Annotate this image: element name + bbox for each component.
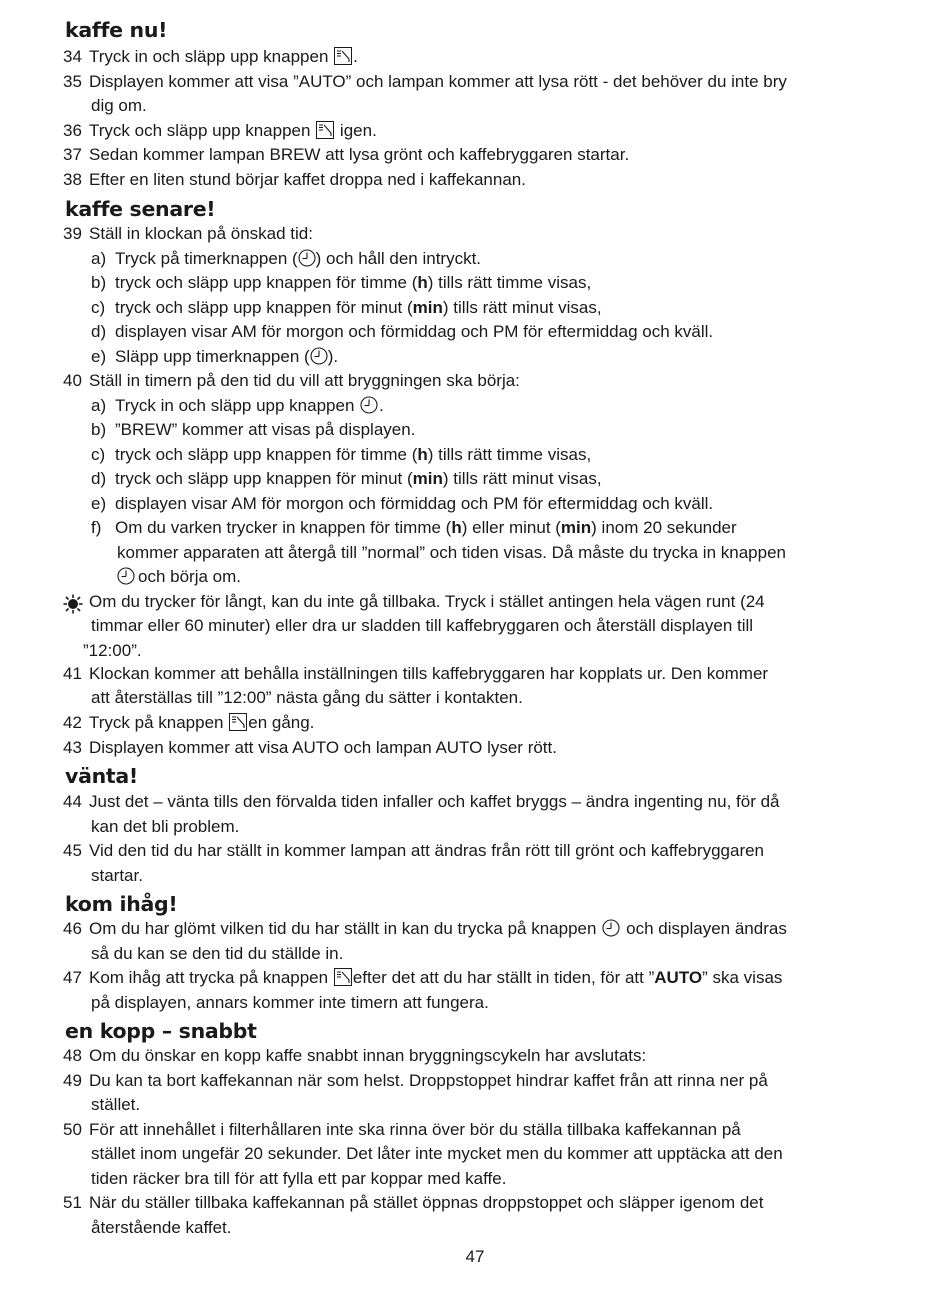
step-text: Om du har glömt vilken tid du har ställt in kan du trycka på knappen <box>89 919 597 938</box>
substep-text-continued-2: och börja om. <box>138 567 241 586</box>
step-number: 51 <box>63 1193 82 1212</box>
auto-program-icon <box>334 968 352 986</box>
step-text: Om du önskar en kopp kaffe snabbt innan bryggningscykeln har avslutats: <box>89 1046 647 1065</box>
step-text-continued: på displayen, annars kommer inte timern att fungera. <box>91 992 489 1012</box>
substep-text: Om du varken trycker in knappen för timme ( <box>115 518 452 537</box>
step-text-end: och displayen ändras <box>626 919 787 938</box>
step-number: 38 <box>63 169 82 189</box>
substep-label: c) <box>91 297 106 317</box>
clock-timer-icon <box>117 567 135 585</box>
step-text: Ställ in klockan på önskad tid: <box>89 224 313 243</box>
substep-label: d) <box>91 322 107 341</box>
step-number: 44 <box>63 792 82 811</box>
bold-hour: h <box>417 273 428 292</box>
step-text-continued: stället. <box>91 1095 141 1114</box>
step-number: 37 <box>63 145 82 164</box>
substep-text-end: ) tills rätt minut visas, <box>442 297 602 317</box>
substep-label: a) <box>91 395 107 415</box>
step-text-continued: stället inom ungefär 20 sekunder. Det låter inte mycket men du kommer att upptäcka att den <box>91 1144 783 1163</box>
heading-vanta: vänta! <box>65 764 138 788</box>
substep-label: d) <box>91 469 107 488</box>
step-number: 36 <box>63 120 82 140</box>
substep-label: e) <box>91 346 107 366</box>
auto-program-icon <box>229 713 247 731</box>
step-text: Tryck och släpp upp knappen <box>89 120 311 140</box>
substep-label: e) <box>91 493 107 513</box>
step-text: Ställ in timern på den tid du vill att bryggningen ska börja: <box>89 371 520 390</box>
step-text-continued: så du kan se den tid du ställde in. <box>91 943 344 963</box>
note-text-continued: timmar eller 60 minuter) eller dra ur sladden till kaffebryggaren och återställ displayen till <box>91 616 754 635</box>
substep-text: Tryck på timerknappen ( <box>115 248 298 268</box>
substep-text-end: ) tills rätt timme visas, <box>427 273 592 292</box>
step-number: 45 <box>63 841 82 860</box>
step-number: 43 <box>63 737 82 757</box>
clock-timer-icon <box>298 249 316 267</box>
bold-hour: h <box>451 518 462 537</box>
auto-program-icon <box>334 47 352 65</box>
step-text: Vid den tid du har ställt in kommer lampan att ändras från rött till grönt och kaffebryggaren <box>89 841 765 860</box>
step-text-mid: efter det att du har ställt in tiden, för att ” <box>352 968 655 987</box>
heading-kaffe-senare: kaffe senare! <box>65 197 216 221</box>
step-text: För att innehållet i filterhållaren inte ska rinna över bör du ställa tillbaka kaffekannan på <box>89 1119 741 1139</box>
step-number: 50 <box>63 1119 82 1139</box>
substep-label: b) <box>91 273 107 292</box>
tip-sun-icon <box>63 594 83 614</box>
step-text: Efter en liten stund börjar kaffet droppa ned i kaffekannan. <box>89 169 526 189</box>
substep-text-end: ) tills rätt timme visas, <box>427 444 592 464</box>
step-text: Tryck in och släpp upp knappen <box>89 47 329 66</box>
substep-label: f) <box>91 518 102 537</box>
substep-label: b) <box>91 420 107 439</box>
substep-text-end: . <box>379 395 384 415</box>
step-number: 42 <box>63 713 82 732</box>
clock-timer-icon <box>310 347 328 365</box>
step-text: Sedan kommer lampan BREW att lysa grönt och kaffebryggaren startar. <box>89 145 630 164</box>
step-text-continued: dig om. <box>91 96 147 115</box>
step-text-continued-2: tiden räcker bra till för att fylla ett par koppar med kaffe. <box>91 1168 507 1188</box>
substep-text: displayen visar AM för morgon och förmiddag och PM för eftermiddag och kväll. <box>115 493 714 513</box>
step-text-continued: återstående kaffet. <box>91 1217 232 1237</box>
substep-text: tryck och släpp upp knappen för timme ( <box>115 444 418 464</box>
bold-min: min <box>412 469 443 488</box>
step-text: Displayen kommer att visa AUTO och lampan AUTO lyser rött. <box>89 737 557 757</box>
step-text-continued: att återställas till ”12:00” nästa gång du sätter i kontakten. <box>91 688 523 707</box>
substep-text-end: ) inom 20 sekunder <box>591 518 737 537</box>
step-number: 39 <box>63 224 82 243</box>
note-text: Om du trycker för långt, kan du inte gå tillbaka. Tryck i stället antingen hela vägen runt (24 <box>89 591 765 611</box>
step-number: 48 <box>63 1046 82 1065</box>
step-number: 35 <box>63 71 82 91</box>
page-number: 47 <box>465 1247 485 1266</box>
substep-text-mid: ) eller minut ( <box>461 518 561 537</box>
step-number: 40 <box>63 371 82 390</box>
substep-text: ”BREW” kommer att visas på displayen. <box>115 420 416 439</box>
clock-timer-icon <box>602 919 620 937</box>
step-text: När du ställer tillbaka kaffekannan på stället öppnas droppstoppet och släpper igenom det <box>89 1193 764 1212</box>
substep-text-end: ) och håll den intryckt. <box>315 248 482 268</box>
substep-label: c) <box>91 444 106 464</box>
step-text-end: . <box>353 47 358 66</box>
step-text: Displayen kommer att visa ”AUTO” och lampan kommer att lysa rött - det behöver du inte bry <box>89 71 787 91</box>
heading-kom-ihag: kom ihåg! <box>65 892 178 916</box>
step-text-continued: startar. <box>91 865 143 885</box>
step-text-continued: kan det bli problem. <box>91 816 240 836</box>
substep-text: Släpp upp timerknappen ( <box>115 346 310 366</box>
step-number: 41 <box>63 663 82 683</box>
substep-text: Tryck in och släpp upp knappen <box>115 395 355 415</box>
auto-program-icon <box>316 121 334 139</box>
step-text: Kom ihåg att trycka på knappen <box>89 968 329 987</box>
bold-hour: h <box>417 444 428 464</box>
substep-text-end: ) tills rätt minut visas, <box>442 469 602 488</box>
step-number: 34 <box>63 47 82 66</box>
step-text: Just det – vänta tills den förvalda tiden infaller och kaffet bryggs – ändra ingenting nu, för då <box>89 792 780 811</box>
step-number: 46 <box>63 919 82 938</box>
step-text: Tryck på knappen <box>89 713 224 732</box>
bold-min: min <box>560 518 592 537</box>
step-number: 47 <box>63 968 82 987</box>
step-text-end: ” ska visas <box>702 968 783 987</box>
step-text-end: igen. <box>339 120 377 140</box>
substep-text: tryck och släpp upp knappen för minut ( <box>115 469 413 488</box>
substep-text: tryck och släpp upp knappen för timme ( <box>115 273 418 292</box>
substep-text: tryck och släpp upp knappen för minut ( <box>115 297 413 317</box>
step-number: 49 <box>63 1070 82 1090</box>
step-text: Klockan kommer att behålla inställningen tills kaffebryggaren har kopplats ur. Den kommer <box>89 663 769 683</box>
bold-min: min <box>412 297 443 317</box>
clock-timer-icon <box>360 396 378 414</box>
substep-text: displayen visar AM för morgon och förmiddag och PM för eftermiddag och kväll. <box>115 322 714 341</box>
bold-auto: AUTO <box>654 968 703 987</box>
substep-text-end: ). <box>327 346 339 366</box>
step-text: Du kan ta bort kaffekannan när som helst. Droppstoppet hindrar kaffet från att rinna ner på <box>89 1070 768 1090</box>
substep-text-continued: kommer apparaten att återgå till ”normal” och tiden visas. Då måste du trycka in knappen <box>117 542 786 562</box>
heading-en-kopp: en kopp – snabbt <box>65 1019 257 1043</box>
heading-kaffe-nu: kaffe nu! <box>65 18 168 42</box>
note-text-continued-2: ”12:00”. <box>83 640 142 660</box>
substep-label: a) <box>91 248 107 268</box>
step-text-end: en gång. <box>248 713 315 732</box>
